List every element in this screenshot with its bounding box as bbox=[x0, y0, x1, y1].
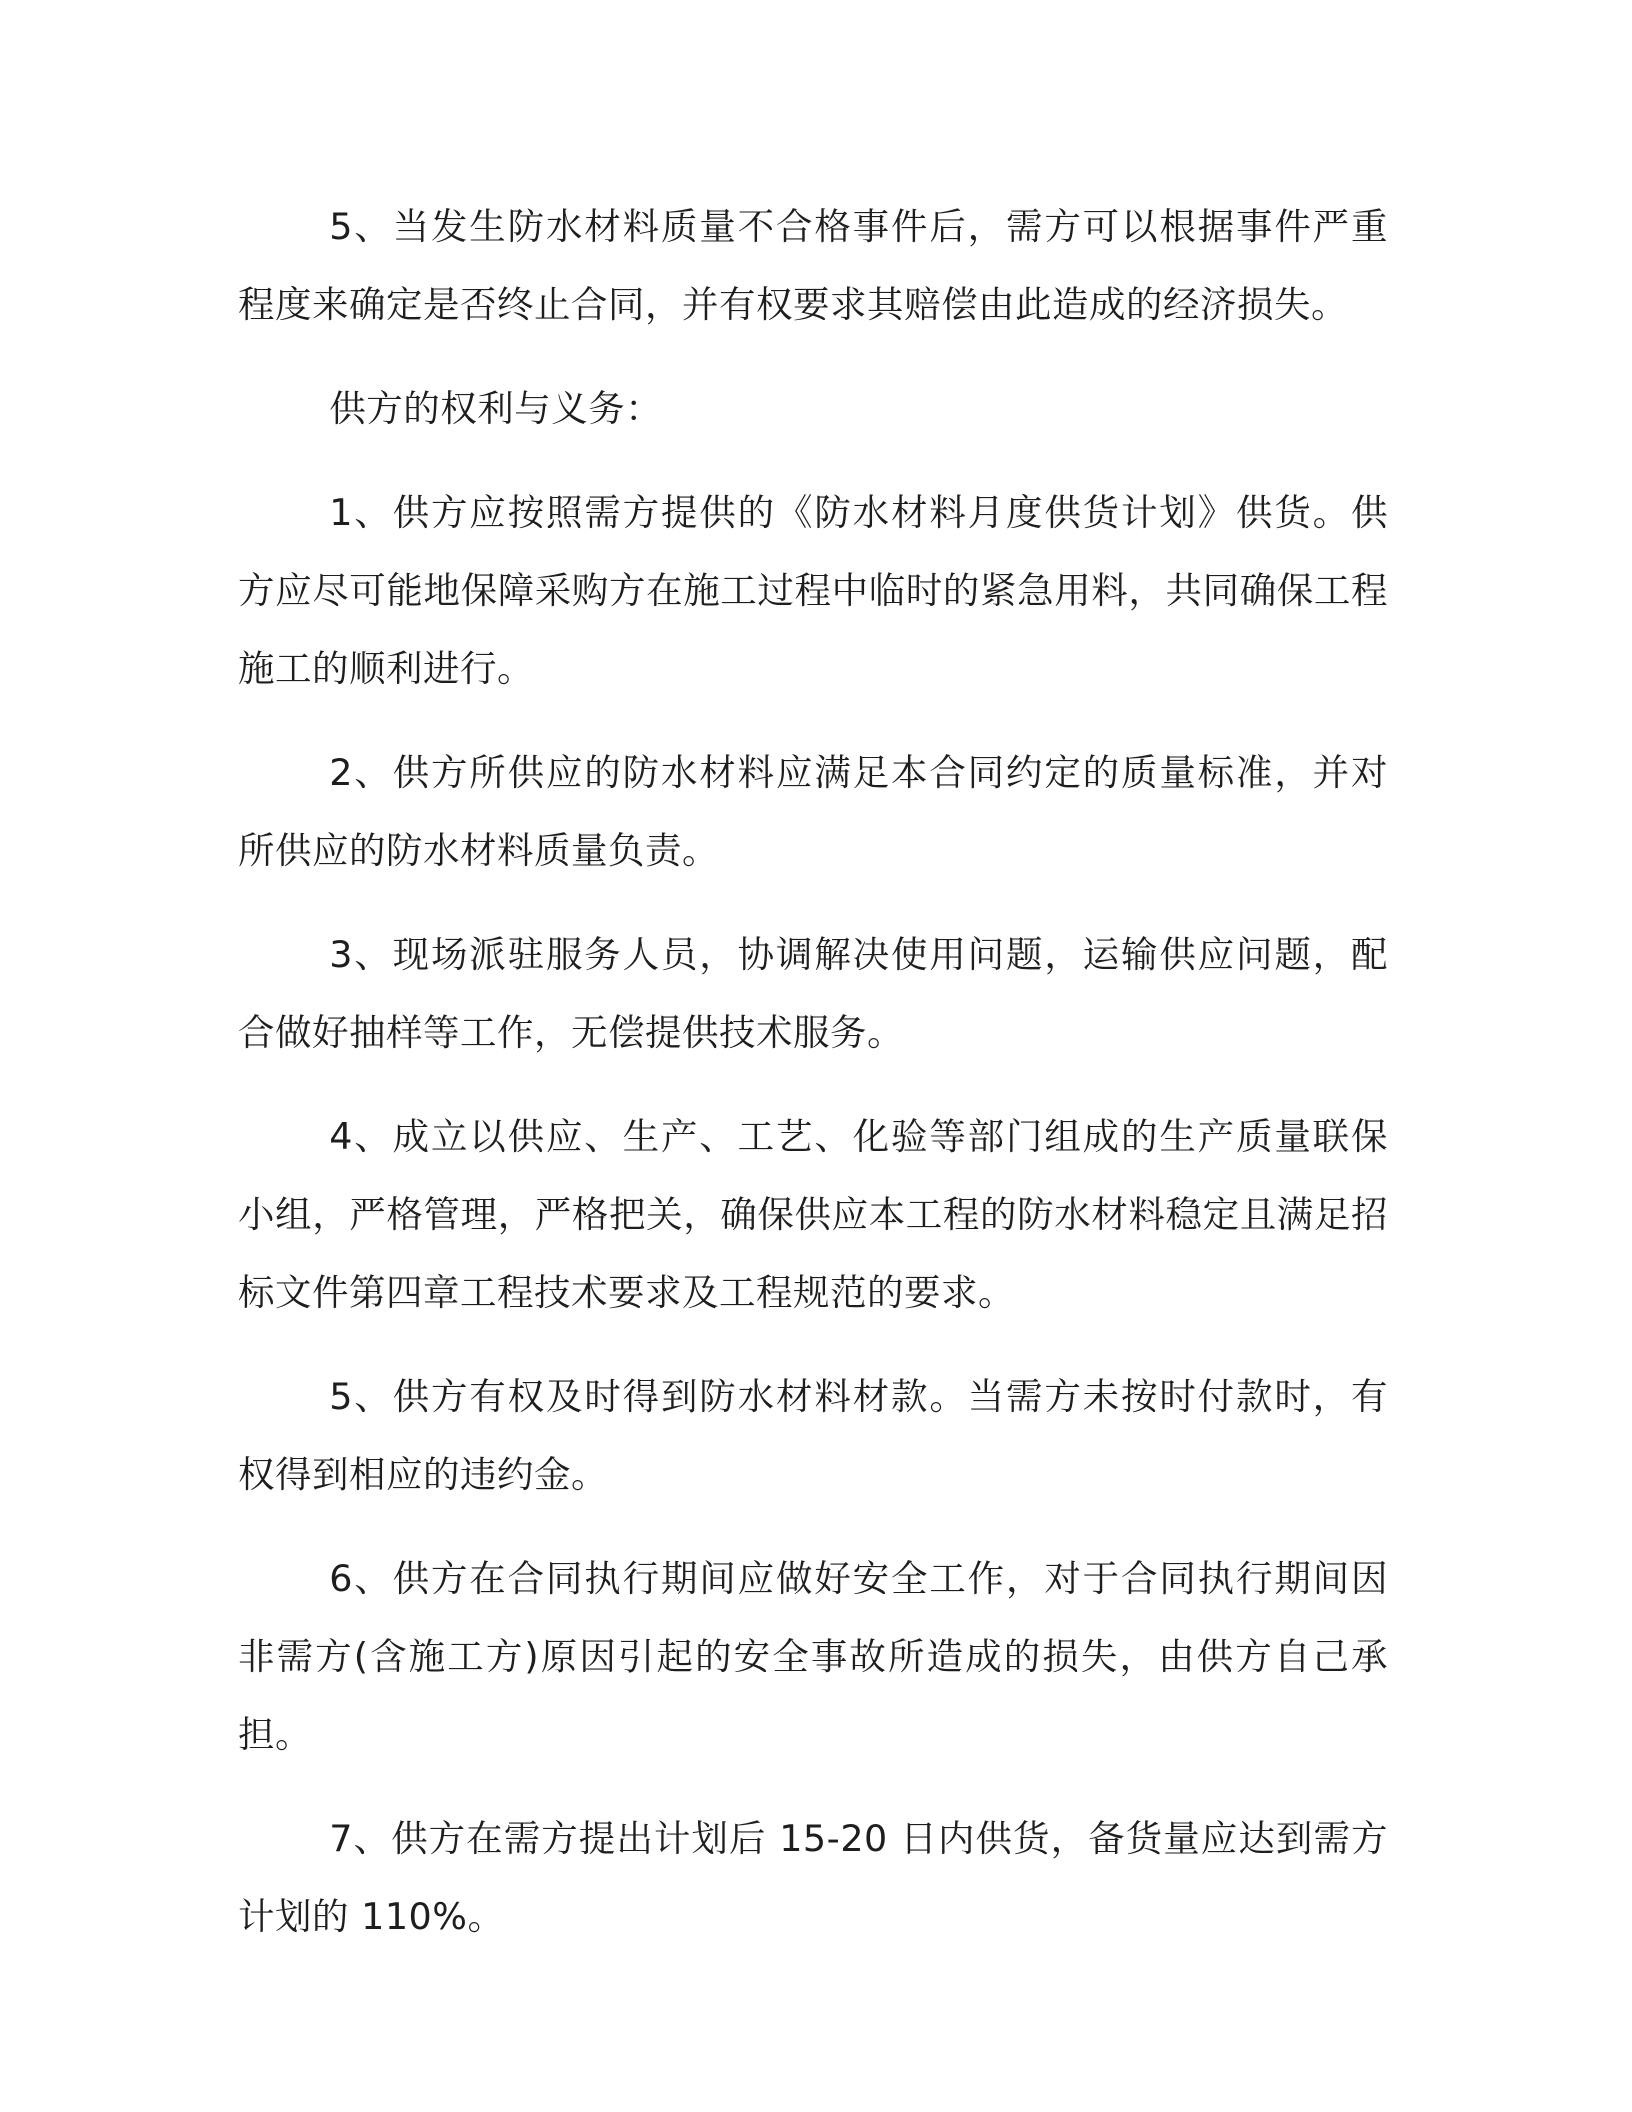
paragraph-supplier-clause-2: 2、供方所供应的防水材料应满足本合同约定的质量标准，并对所供应的防水材料质量负责。 bbox=[238, 751, 1388, 872]
paragraph-supplier-clause-4: 4、成立以供应、生产、工艺、化验等部门组成的生产质量联保小组，严格管理，严格把关，确保供应本工程的防水材料稳定且满足招标文件第四章工程技术要求及工程规范的要求。 bbox=[238, 1115, 1388, 1314]
section-heading-supplier-rights: 供方的权利与义务： bbox=[329, 387, 663, 430]
paragraph-supplier-clause-1: 1、供方应按照需方提供的《防水材料月度供货计划》供货。供方应尽可能地保障采购方在施工过程中临时的紧急用料，共同确保工程施工的顺利进行。 bbox=[238, 491, 1388, 690]
document-body bbox=[238, 188, 1388, 1982]
paragraph-supplier-clause-6: 6、供方在合同执行期间应做好安全工作，对于合同执行期间因非需方(含施工方)原因引起的安全事故所造成的损失，由供方自己承担。 bbox=[238, 1557, 1388, 1756]
paragraph-supplier-clause-7: 7、供方在需方提出计划后 15-20 日内供货，备货量应达到需方计划的 110%。 bbox=[238, 1817, 1388, 1938]
paragraph-supplier-clause-5: 5、供方有权及时得到防水材料材款。当需方未按时付款时，有权得到相应的违约金。 bbox=[238, 1375, 1388, 1496]
paragraph-buyer-clause-5: 5、当发生防水材料质量不合格事件后，需方可以根据事件严重程度来确定是否终止合同，并有权要求其赔偿由此造成的经济损失。 bbox=[238, 205, 1388, 326]
paragraph-supplier-clause-3: 3、现场派驻服务人员，协调解决使用问题，运输供应问题，配合做好抽样等工作，无偿提供技术服务。 bbox=[238, 933, 1388, 1054]
